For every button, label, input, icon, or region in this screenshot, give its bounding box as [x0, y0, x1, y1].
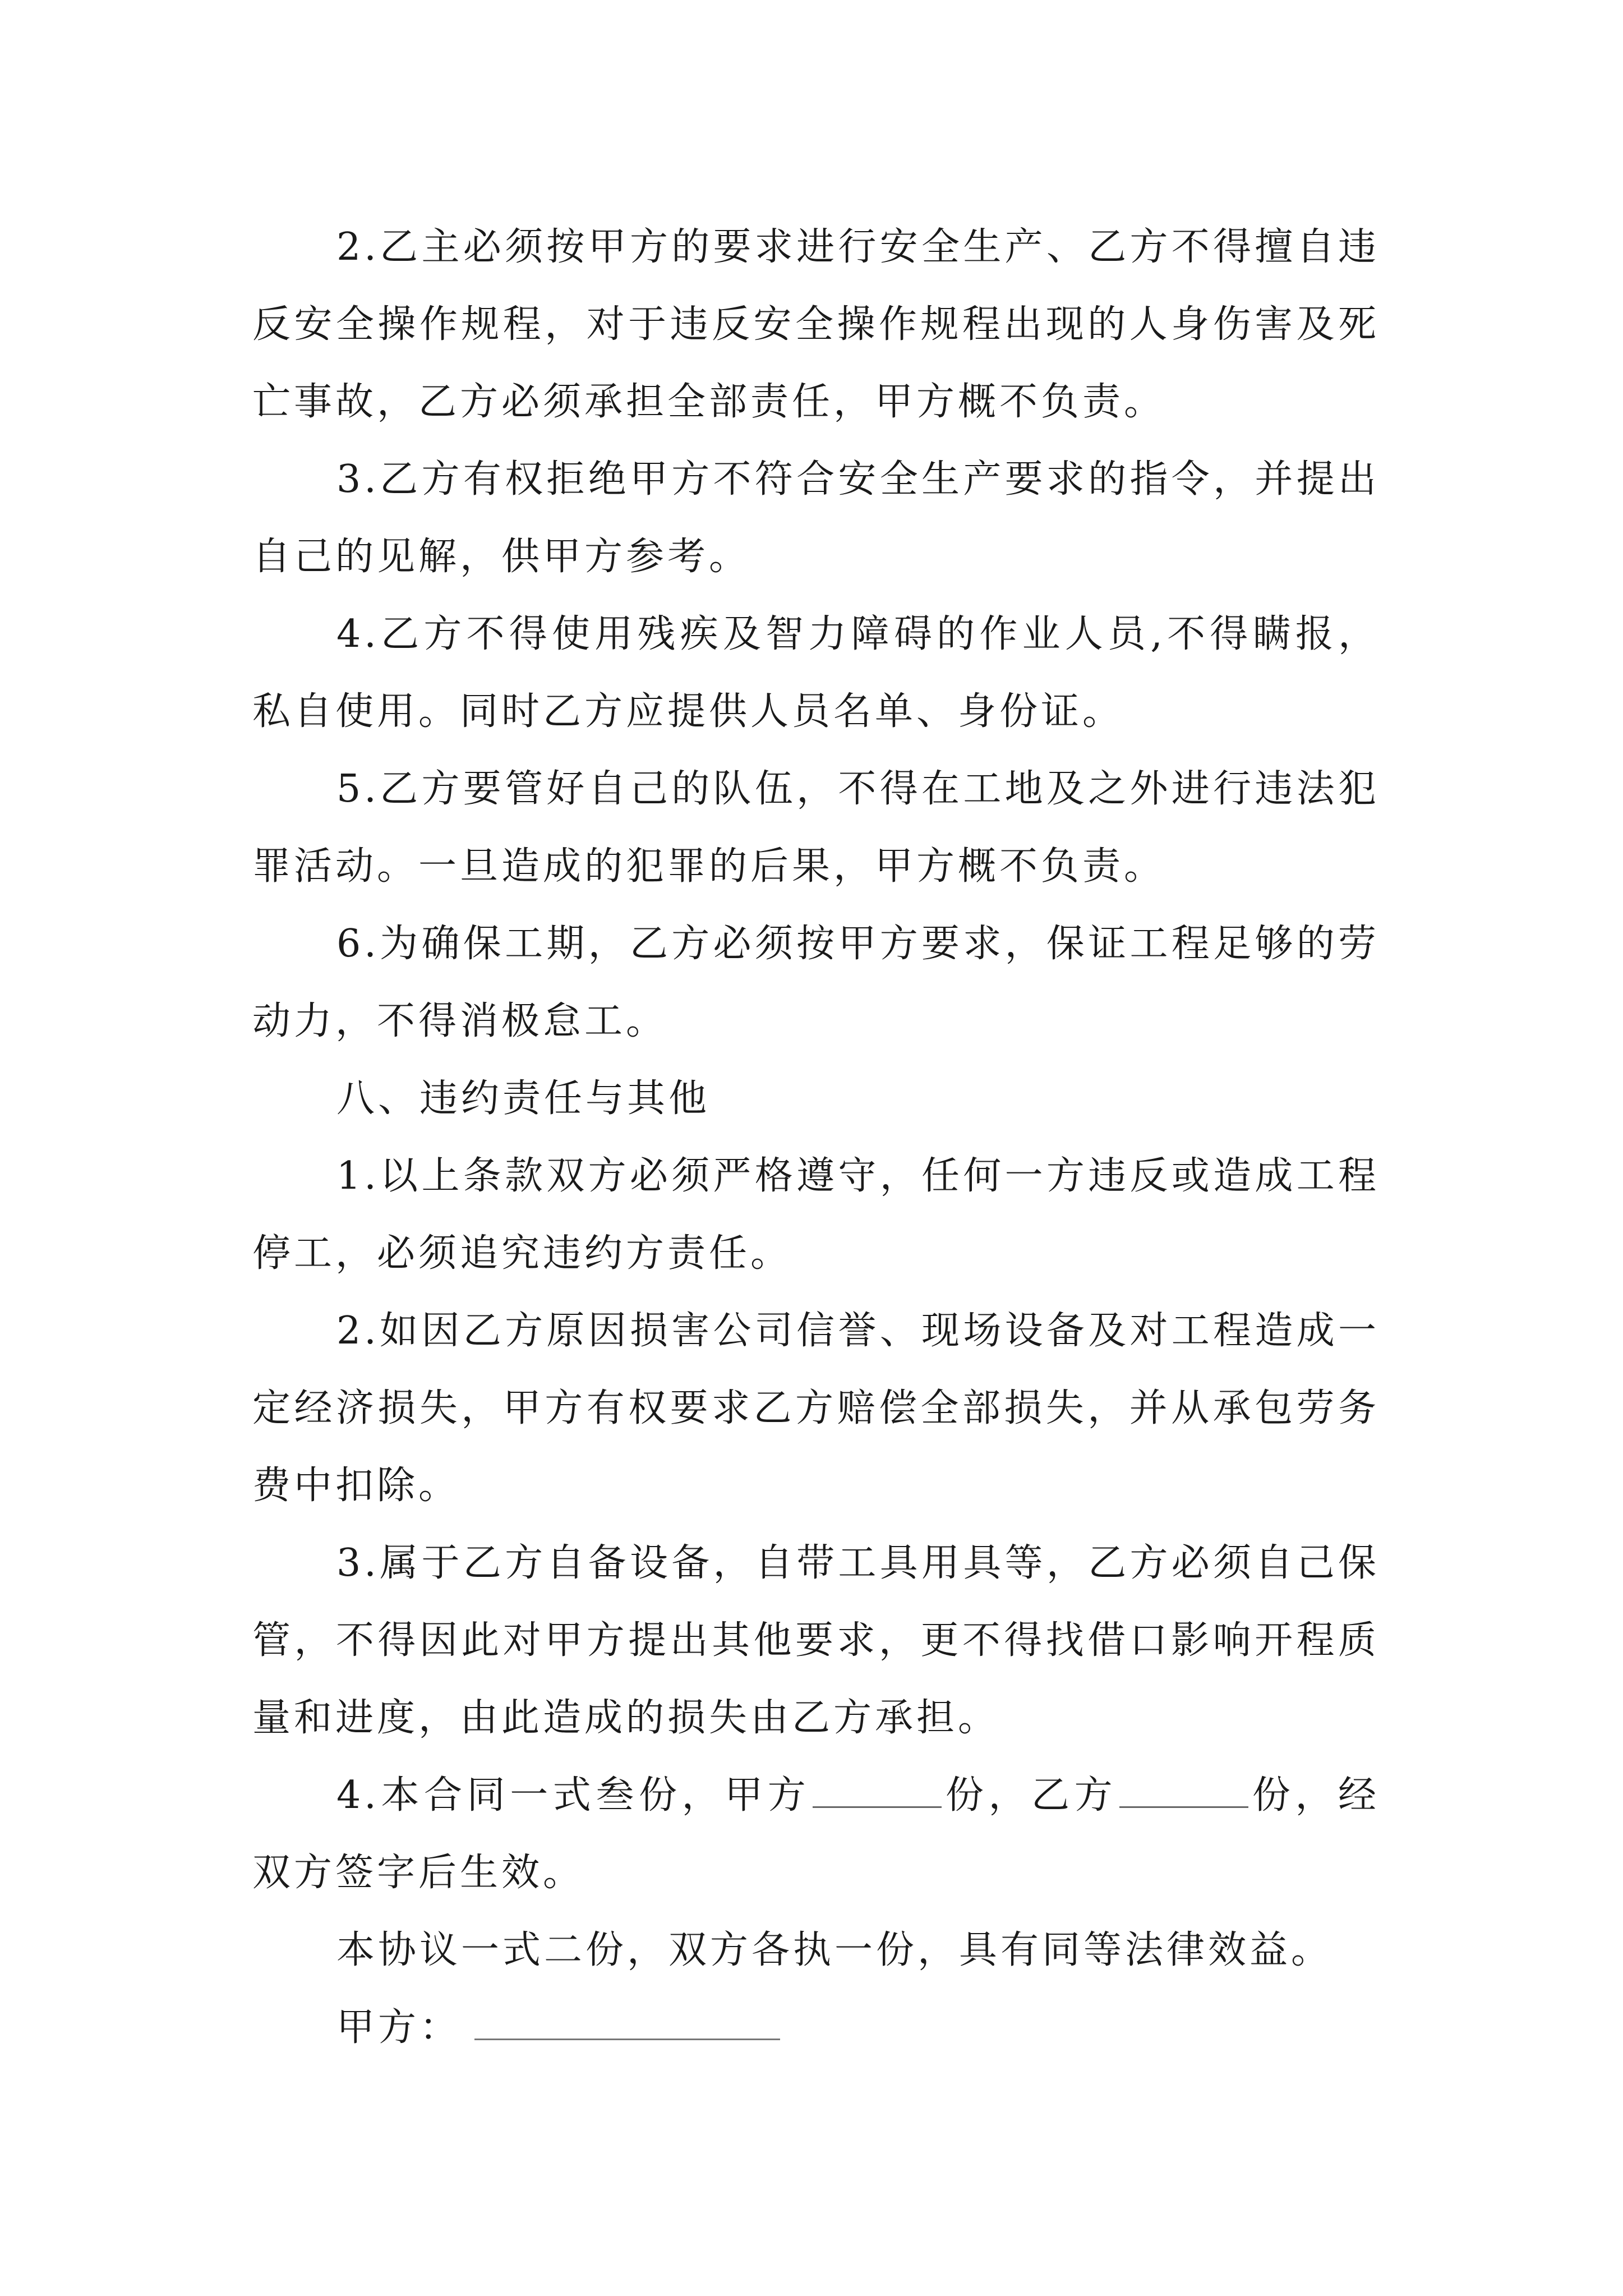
- copies-clause-part-1: 4.本合同一式叁份，甲方: [336, 1773, 811, 1818]
- clause-paragraph: 4.乙方不得使用残疾及智力障碍的作业人员,不得瞒报，私自使用。同时乙方应提供人员名单、身份证。: [252, 612, 1380, 734]
- copies-clause: [252, 1757, 1380, 1912]
- copies-clause-part-3: 份，经双方签字后生效。: [252, 1773, 1380, 1895]
- clause-paragraph: 5.乙方要管好自己的队伍，不得在工地及之外进行违法犯罪活动。一旦造成的犯罪的后果，甲方概不负责。: [252, 767, 1380, 889]
- copies-clause-part-2: 份，乙方: [944, 1773, 1118, 1818]
- clause-paragraph: 3.乙方有权拒绝甲方不符合安全生产要求的指令，并提出自己的见解，供甲方参考。: [252, 457, 1380, 579]
- document-body: [252, 209, 1380, 2067]
- party-b-copies-blank[interactable]: [1119, 1773, 1248, 1808]
- clause-paragraph: 2.乙主必须按甲方的要求进行安全生产、乙方不得擅自违反安全操作规程，对于违反安全操作规程出现的人身伤害及死亡事故，乙方必须承担全部责任，甲方概不负责。: [252, 225, 1380, 424]
- clause-paragraph: 2.如因乙方原因损害公司信誉、现场设备及对工程造成一定经济损失，甲方有权要求乙方赔偿全部损失，并从承包劳务费中扣除。: [252, 1309, 1380, 1508]
- section-heading: 八、违约责任与其他: [336, 1076, 711, 1121]
- party-a-signature-line: [252, 1989, 1380, 2067]
- clause-paragraph: 6.为确保工期，乙方必须按甲方要求，保证工程足够的劳动力，不得消极怠工。: [252, 922, 1380, 1043]
- clause-paragraph: 1.以上条款双方必须严格遵守，任何一方违反或造成工程停工，必须追究违约方责任。: [252, 1154, 1380, 1276]
- clause-paragraph: 3.属于乙方自备设备，自带工具用具等，乙方必须自己保管，不得因此对甲方提出其他要求，更不得找借口影响开程质量和进度，由此造成的损失由乙方承担。: [252, 1541, 1380, 1740]
- party-a-copies-blank[interactable]: [813, 1773, 942, 1808]
- party-a-signature-blank[interactable]: [474, 2005, 780, 2040]
- party-a-label: 甲方：: [336, 2005, 462, 2050]
- agreement-note: 本协议一式二份，双方各执一份，具有同等法律效益。: [336, 1928, 1333, 1972]
